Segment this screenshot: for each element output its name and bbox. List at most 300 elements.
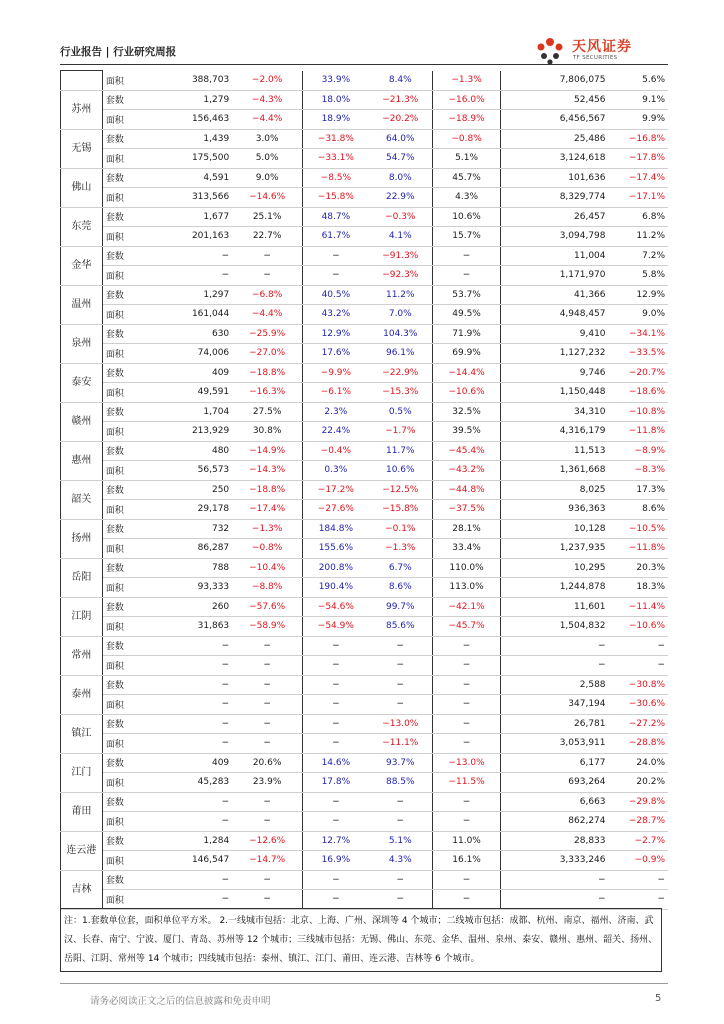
cell-v2: 9,410	[501, 324, 609, 344]
cell-p4: −	[432, 695, 500, 715]
metric-label: 套数	[102, 558, 150, 578]
city-name: 扬州	[61, 519, 103, 558]
table-row	[61, 539, 669, 559]
cell-v1: 161,044	[151, 305, 232, 325]
cell-p2: 18.0%	[303, 90, 369, 110]
cell-v2: 34,310	[501, 402, 609, 422]
cell-p2: −	[303, 656, 369, 676]
cell-v1: 409	[151, 363, 232, 383]
cell-p4: −	[432, 734, 500, 754]
cell-p5: −18.6%	[609, 383, 668, 403]
metric-label: 套数	[102, 129, 150, 149]
cell-p1: −6.8%	[232, 285, 302, 305]
table-row	[61, 519, 669, 539]
logo-text-en: TF SECURITIES	[573, 55, 618, 61]
cell-p4: 113.0%	[432, 578, 500, 598]
cell-p5: 20.3%	[609, 558, 668, 578]
cell-p4: −37.5%	[432, 500, 500, 520]
cell-p4: 5.1%	[432, 149, 500, 169]
cell-v1: 146,547	[151, 851, 232, 871]
cell-v2: 6,456,567	[501, 110, 609, 130]
city-name: 莆田	[61, 792, 103, 831]
cell-p2: −	[303, 792, 369, 812]
cell-v2: −	[501, 656, 609, 676]
cell-p5: −10.6%	[609, 617, 668, 637]
cell-v2: 8,025	[501, 480, 609, 500]
cell-v1: 409	[151, 753, 232, 773]
table-row	[61, 792, 669, 812]
cell-p5: −	[609, 656, 668, 676]
cell-v1: 175,500	[151, 149, 232, 169]
city-name: 泰州	[61, 675, 103, 714]
city-name: 常州	[61, 636, 103, 675]
cell-p4: 39.5%	[432, 422, 500, 442]
table-row	[61, 129, 669, 149]
metric-label: 面积	[102, 773, 150, 793]
cell-p5: 8.6%	[609, 500, 668, 520]
cell-p2: −15.8%	[303, 188, 369, 208]
metric-label: 套数	[102, 870, 150, 890]
cell-v2: 10,128	[501, 519, 609, 539]
cell-p2: −9.9%	[303, 363, 369, 383]
metric-label: 面积	[102, 656, 150, 676]
cell-v1: 74,006	[151, 344, 232, 364]
header-divider	[60, 64, 668, 65]
metric-label: 面积	[102, 461, 150, 481]
cell-v1: 250	[151, 480, 232, 500]
table-row	[61, 402, 669, 422]
cell-v2: 4,316,179	[501, 422, 609, 442]
city-name: 岳阳	[61, 558, 103, 597]
cell-p3: −22.9%	[369, 363, 433, 383]
cell-p1: 23.9%	[232, 773, 302, 793]
city-name: 镇江	[61, 714, 103, 753]
cell-p2: 17.6%	[303, 344, 369, 364]
table-row	[61, 675, 669, 695]
cell-v1: −	[151, 675, 232, 695]
cell-p3: 11.2%	[369, 285, 433, 305]
cell-p3: 96.1%	[369, 344, 433, 364]
page-number: 5	[655, 993, 662, 1004]
cell-p1: −25.9%	[232, 324, 302, 344]
table-row	[61, 441, 669, 461]
cell-p1: −	[232, 890, 302, 910]
cell-p5: −30.8%	[609, 675, 668, 695]
metric-label: 面积	[102, 539, 150, 559]
cell-v1: 45,283	[151, 773, 232, 793]
cell-p5: −17.4%	[609, 168, 668, 188]
cell-v2: 1,361,668	[501, 461, 609, 481]
cell-v2: 1,127,232	[501, 344, 609, 364]
table-row	[61, 656, 669, 676]
logo-icon	[530, 36, 570, 66]
cell-p3: 4.1%	[369, 227, 433, 247]
city-name: 韶关	[61, 480, 103, 519]
metric-label: 面积	[102, 851, 150, 871]
cell-p2: 22.4%	[303, 422, 369, 442]
cell-p1: −	[232, 266, 302, 286]
table-footnote: 注：1.套数单位套，面积单位平方米。 2.一线城市包括：北京、上海、广州、深圳等 4 个城市；二线城市包括：成都、杭州、南京、福州、济南、武汉、长春、南宁、宁波、厦门、青岛、苏州等 12 个城市；三线城市包括：无锡、佛山、东莞、金华、温州、泉州、泰安、赣州、惠州、韶关、扬州、岳阳、江阴、常州等 14 个城市；四线城市包括：泰州、镇江、江门、莆田、连云港、吉林等 6 个城市。	[60, 908, 662, 972]
cell-p1: 5.0%	[232, 149, 302, 169]
cell-p3: 11.7%	[369, 441, 433, 461]
cell-p3: −	[369, 636, 433, 656]
cell-p2: 0.3%	[303, 461, 369, 481]
cell-v1: 480	[151, 441, 232, 461]
cell-p1: −	[232, 870, 302, 890]
cell-p4: −43.2%	[432, 461, 500, 481]
cell-p1: −	[232, 714, 302, 734]
footer-divider	[60, 983, 668, 984]
cell-p2: −0.4%	[303, 441, 369, 461]
table-row	[61, 714, 669, 734]
cell-v2: 6,663	[501, 792, 609, 812]
cell-p3: −0.3%	[369, 207, 433, 227]
cell-v1: 49,591	[151, 383, 232, 403]
cell-p3: −91.3%	[369, 246, 433, 266]
cell-p5: 9.0%	[609, 305, 668, 325]
metric-label: 面积	[102, 734, 150, 754]
cell-v2: 1,244,878	[501, 578, 609, 598]
cell-p3: 88.5%	[369, 773, 433, 793]
cell-v2: 1,237,935	[501, 539, 609, 559]
cell-p5: −16.8%	[609, 129, 668, 149]
cell-p4: −13.0%	[432, 753, 500, 773]
cell-p3: 4.3%	[369, 851, 433, 871]
cell-p2: 33.9%	[303, 71, 369, 91]
metric-label: 面积	[102, 344, 150, 364]
cell-p4: −	[432, 246, 500, 266]
cell-p4: −	[432, 675, 500, 695]
cell-v1: −	[151, 812, 232, 832]
cell-v1: −	[151, 714, 232, 734]
cell-v1: 93,333	[151, 578, 232, 598]
city-name: 赣州	[61, 402, 103, 441]
cell-p2: 14.6%	[303, 753, 369, 773]
table-row	[61, 480, 669, 500]
cell-p1: −12.6%	[232, 831, 302, 851]
table-row	[61, 71, 669, 91]
metric-label: 套数	[102, 168, 150, 188]
cell-v2: 10,295	[501, 558, 609, 578]
cell-p4: −14.4%	[432, 363, 500, 383]
table-row	[61, 324, 669, 344]
cell-v2: 11,513	[501, 441, 609, 461]
cell-p1: −	[232, 792, 302, 812]
metric-label: 套数	[102, 90, 150, 110]
cell-p1: 20.6%	[232, 753, 302, 773]
cell-p4: 53.7%	[432, 285, 500, 305]
table-row	[61, 90, 669, 110]
cell-p1: −0.8%	[232, 539, 302, 559]
cell-p1: −	[232, 675, 302, 695]
table-row	[61, 461, 669, 481]
cell-p1: 25.1%	[232, 207, 302, 227]
cell-p5: 9.1%	[609, 90, 668, 110]
table-row	[61, 597, 669, 617]
cell-v2: −	[501, 636, 609, 656]
cell-v2: 11,601	[501, 597, 609, 617]
metric-label: 套数	[102, 285, 150, 305]
cell-v1: 788	[151, 558, 232, 578]
cell-p4: −	[432, 870, 500, 890]
cell-p4: 32.5%	[432, 402, 500, 422]
cell-p1: −18.8%	[232, 480, 302, 500]
company-logo	[530, 36, 670, 66]
metric-label: 面积	[102, 266, 150, 286]
cell-p2: −54.9%	[303, 617, 369, 637]
cell-p2: −	[303, 675, 369, 695]
cell-p5: 17.3%	[609, 480, 668, 500]
cell-p2: 61.7%	[303, 227, 369, 247]
metric-label: 面积	[102, 383, 150, 403]
cell-p3: −1.3%	[369, 539, 433, 559]
cell-p2: −	[303, 714, 369, 734]
table-row	[61, 617, 669, 637]
metric-label: 套数	[102, 792, 150, 812]
cell-v2: 862,274	[501, 812, 609, 832]
cell-p3: −1.7%	[369, 422, 433, 442]
cell-p1: 9.0%	[232, 168, 302, 188]
city-name: 泉州	[61, 324, 103, 363]
cell-v2: 26,781	[501, 714, 609, 734]
table-row	[61, 207, 669, 227]
cell-p4: 110.0%	[432, 558, 500, 578]
cell-p2: 155.6%	[303, 539, 369, 559]
cell-p4: −	[432, 266, 500, 286]
metric-label: 面积	[102, 500, 150, 520]
cell-v2: 6,177	[501, 753, 609, 773]
cell-p3: 7.0%	[369, 305, 433, 325]
cell-v1: −	[151, 656, 232, 676]
city-name: 金华	[61, 246, 103, 285]
cell-p3: −13.0%	[369, 714, 433, 734]
cell-v2: 28,833	[501, 831, 609, 851]
city-name: 温州	[61, 285, 103, 324]
cell-v2: 936,363	[501, 500, 609, 520]
cell-v2: 9,746	[501, 363, 609, 383]
cell-p5: −0.9%	[609, 851, 668, 871]
cell-p2: −33.1%	[303, 149, 369, 169]
cell-p3: −	[369, 870, 433, 890]
cell-p3: 93.7%	[369, 753, 433, 773]
cell-p2: −	[303, 890, 369, 910]
metric-label: 套数	[102, 753, 150, 773]
cell-p2: 48.7%	[303, 207, 369, 227]
metric-label: 套数	[102, 675, 150, 695]
cell-p3: −	[369, 656, 433, 676]
cell-p1: −4.4%	[232, 305, 302, 325]
metric-label: 面积	[102, 890, 150, 910]
table-row	[61, 363, 669, 383]
metric-label: 面积	[102, 695, 150, 715]
cell-v1: 732	[151, 519, 232, 539]
cell-p1: −14.7%	[232, 851, 302, 871]
cell-p4: −1.3%	[432, 71, 500, 91]
table-row	[61, 734, 669, 754]
cell-v1: 1,284	[151, 831, 232, 851]
cell-p4: −	[432, 714, 500, 734]
cell-p4: −10.6%	[432, 383, 500, 403]
city-name: 江阴	[61, 597, 103, 636]
cell-v1: 29,178	[151, 500, 232, 520]
cell-v1: 313,566	[151, 188, 232, 208]
cell-v2: 25,486	[501, 129, 609, 149]
cell-v1: 4,591	[151, 168, 232, 188]
cell-p2: −6.1%	[303, 383, 369, 403]
metric-label: 套数	[102, 597, 150, 617]
cell-p3: 10.6%	[369, 461, 433, 481]
metric-label: 套数	[102, 831, 150, 851]
metric-label: 面积	[102, 71, 150, 91]
cell-p5: −10.8%	[609, 402, 668, 422]
cell-p5: −17.1%	[609, 188, 668, 208]
cell-v2: −	[501, 870, 609, 890]
cell-p2: −	[303, 695, 369, 715]
cell-p2: −	[303, 734, 369, 754]
cell-p4: −	[432, 636, 500, 656]
cell-p4: −0.8%	[432, 129, 500, 149]
cell-v1: −	[151, 695, 232, 715]
cell-p4: 28.1%	[432, 519, 500, 539]
metric-label: 面积	[102, 422, 150, 442]
cell-p4: 11.0%	[432, 831, 500, 851]
cell-p5: 6.8%	[609, 207, 668, 227]
cell-v1: 1,297	[151, 285, 232, 305]
cell-v2: 11,004	[501, 246, 609, 266]
metric-label: 套数	[102, 246, 150, 266]
cell-p2: 184.8%	[303, 519, 369, 539]
logo-text-cn: 天风证券	[572, 39, 632, 55]
table-row	[61, 149, 669, 169]
cell-p1: −14.6%	[232, 188, 302, 208]
cell-v1: 630	[151, 324, 232, 344]
table-row	[61, 558, 669, 578]
table-row	[61, 344, 669, 364]
cell-p3: −	[369, 695, 433, 715]
cell-p3: 64.0%	[369, 129, 433, 149]
cell-p4: 15.7%	[432, 227, 500, 247]
cell-p3: 85.6%	[369, 617, 433, 637]
cell-v1: −	[151, 734, 232, 754]
cell-p5: −29.8%	[609, 792, 668, 812]
table-row	[61, 578, 669, 598]
cell-p3: 22.9%	[369, 188, 433, 208]
table-row	[61, 110, 669, 130]
cell-v1: 1,677	[151, 207, 232, 227]
cell-v2: 1,150,448	[501, 383, 609, 403]
cell-p3: −15.3%	[369, 383, 433, 403]
cell-v1: −	[151, 792, 232, 812]
cell-p3: −11.1%	[369, 734, 433, 754]
cell-p1: −4.3%	[232, 90, 302, 110]
cell-v1: 201,163	[151, 227, 232, 247]
table-row	[61, 422, 669, 442]
cell-v2: 693,264	[501, 773, 609, 793]
cell-p3: −15.8%	[369, 500, 433, 520]
cell-p2: 17.8%	[303, 773, 369, 793]
city-name: 东莞	[61, 207, 103, 246]
cell-p2: −27.6%	[303, 500, 369, 520]
cell-v1: 1,439	[151, 129, 232, 149]
cell-p4: 71.9%	[432, 324, 500, 344]
cell-p3: 0.5%	[369, 402, 433, 422]
city-name: 惠州	[61, 441, 103, 480]
city-name: 泰安	[61, 363, 103, 402]
cell-v1: 388,703	[151, 71, 232, 91]
cell-p5: −10.5%	[609, 519, 668, 539]
cell-p1: 3.0%	[232, 129, 302, 149]
cell-p1: −14.9%	[232, 441, 302, 461]
cell-p5: −11.8%	[609, 422, 668, 442]
cell-p5: −11.8%	[609, 539, 668, 559]
cell-v2: 41,366	[501, 285, 609, 305]
cell-p3: 104.3%	[369, 324, 433, 344]
cell-p4: −45.4%	[432, 441, 500, 461]
metric-label: 套数	[102, 402, 150, 422]
cell-p5: −11.4%	[609, 597, 668, 617]
cell-v1: 156,463	[151, 110, 232, 130]
cell-p3: 8.4%	[369, 71, 433, 91]
cell-v2: 26,457	[501, 207, 609, 227]
cell-p4: 4.3%	[432, 188, 500, 208]
cell-p4: −	[432, 792, 500, 812]
cell-v2: 1,171,970	[501, 266, 609, 286]
cell-p5: −	[609, 636, 668, 656]
cell-p4: −18.9%	[432, 110, 500, 130]
table-row	[61, 285, 669, 305]
city-name: 吉林	[61, 870, 103, 909]
table-row	[61, 695, 669, 715]
cell-p3: −21.3%	[369, 90, 433, 110]
cell-p1: −18.8%	[232, 363, 302, 383]
cell-p5: −28.7%	[609, 812, 668, 832]
cell-p3: 8.6%	[369, 578, 433, 598]
cell-v2: 52,456	[501, 90, 609, 110]
city-name	[61, 71, 103, 91]
table-row	[61, 831, 669, 851]
table-row	[61, 851, 669, 871]
cell-p1: −	[232, 246, 302, 266]
cell-p5: −33.5%	[609, 344, 668, 364]
cell-p2: 40.5%	[303, 285, 369, 305]
cell-p2: 16.9%	[303, 851, 369, 871]
city-sales-table	[60, 70, 668, 910]
cell-p3: −20.2%	[369, 110, 433, 130]
cell-p5: −17.8%	[609, 149, 668, 169]
table-row	[61, 636, 669, 656]
cell-p2: 12.7%	[303, 831, 369, 851]
cell-p2: 200.8%	[303, 558, 369, 578]
metric-label: 面积	[102, 149, 150, 169]
cell-p1: −58.9%	[232, 617, 302, 637]
table-row	[61, 890, 669, 910]
cell-p1: −4.4%	[232, 110, 302, 130]
cell-p1: −	[232, 636, 302, 656]
cell-p3: −	[369, 675, 433, 695]
table-row	[61, 246, 669, 266]
cell-p5: 11.2%	[609, 227, 668, 247]
cell-p5: 9.9%	[609, 110, 668, 130]
cell-p1: −	[232, 656, 302, 676]
table-row	[61, 812, 669, 832]
city-name: 苏州	[61, 90, 103, 129]
cell-p5: −30.6%	[609, 695, 668, 715]
cell-p1: −14.3%	[232, 461, 302, 481]
cell-p3: −92.3%	[369, 266, 433, 286]
cell-v2: 347,194	[501, 695, 609, 715]
cell-v1: −	[151, 870, 232, 890]
cell-v1: 1,704	[151, 402, 232, 422]
